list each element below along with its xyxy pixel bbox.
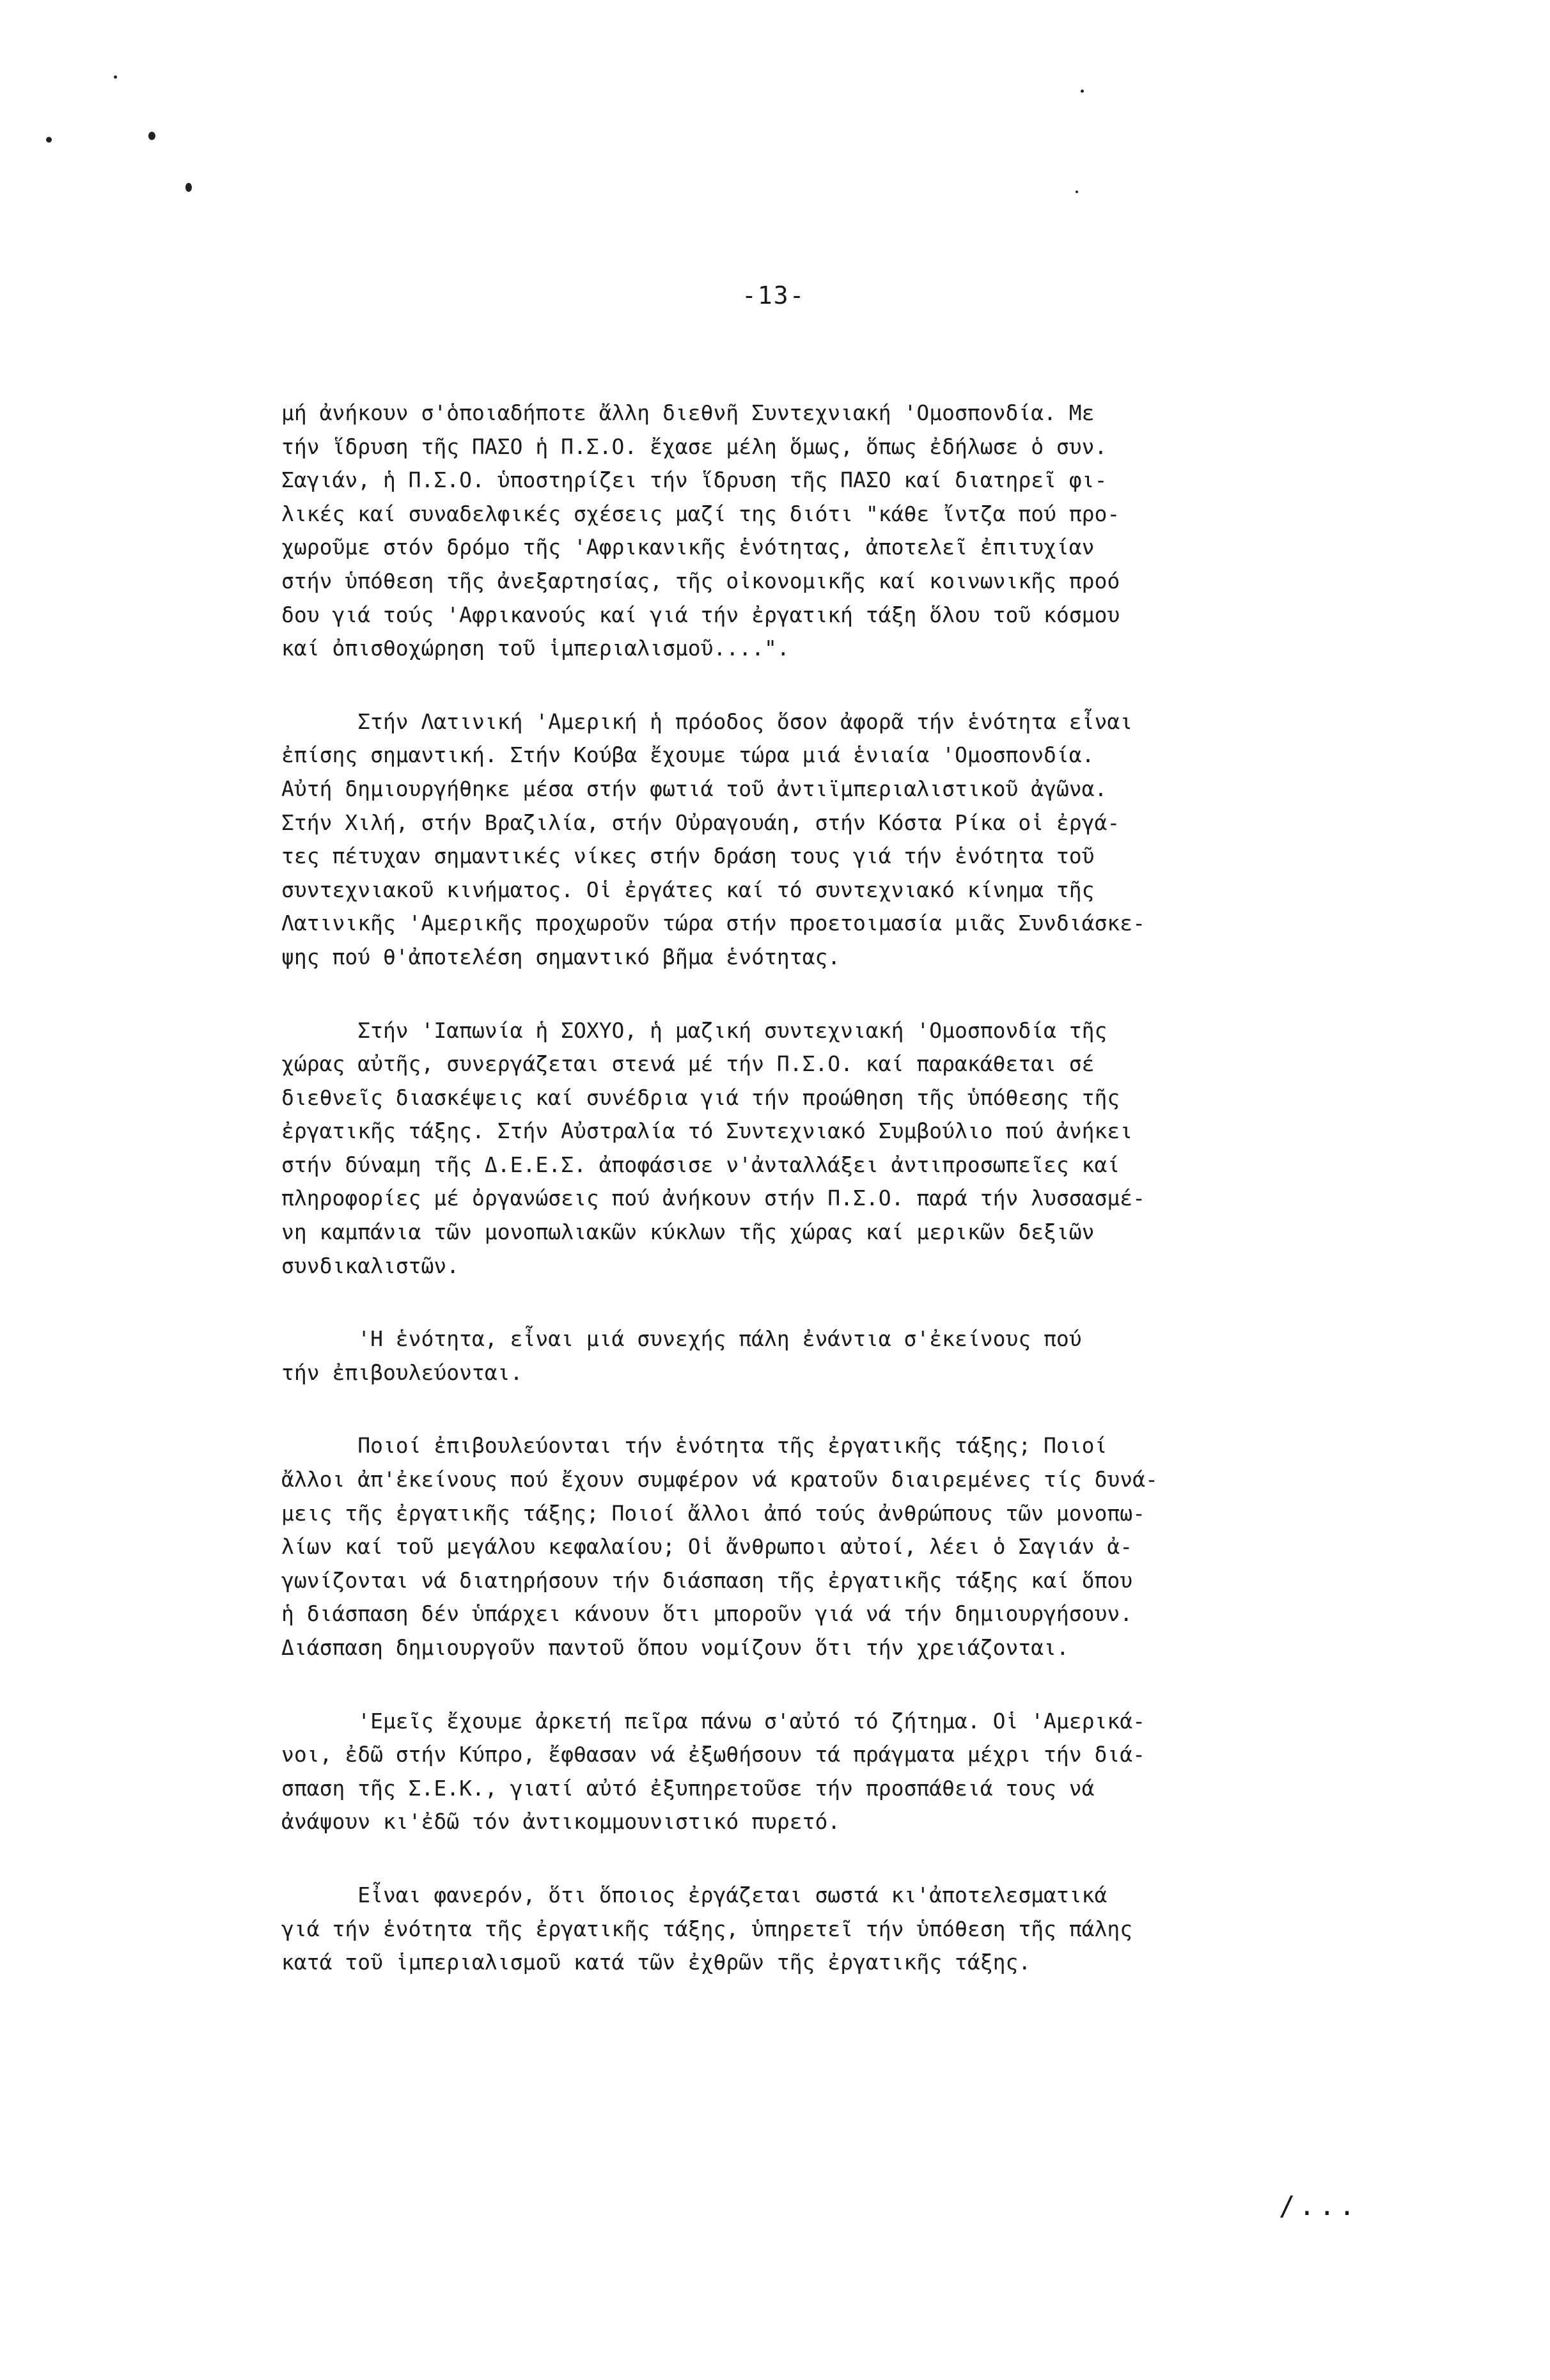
text-line: δου γιά τούς 'Αφρικανούς καί γιά τήν ἐργατική τάξη ὅλου τοῦ κόσμου xyxy=(281,602,1120,627)
text-line: Στήν Χιλή, στήν Βραζιλία, στήν Οὐραγουάη, στήν Κόστα Ρίκα οἱ ἐργά- xyxy=(281,810,1120,835)
paragraph-3 xyxy=(281,1014,1426,1283)
text-line: πληροφορίες μέ ὀργανώσεις πού ἀνήκουν στήν Π.Σ.Ο. παρά τήν λυσσασμέ- xyxy=(281,1186,1146,1211)
text-line: Διάσπαση δημιουργοῦν παντοῦ ὅπου νομίζουν ὅτι τήν χρειάζονται. xyxy=(281,1635,1069,1660)
text-line: 'Εμεῖς ἔχουμε ἀρκετή πεῖρα πάνω σ'αὐτό τό ζήτημα. Οἱ 'Αμερικά- xyxy=(281,1708,1146,1734)
text-line: χωροῦμε στόν δρόμο τῆς 'Αφρικανικῆς ἑνότητας, ἀποτελεῖ ἐπιτυχίαν xyxy=(281,535,1095,560)
text-line: μεις τῆς ἐργατικῆς τάξης; Ποιοί ἄλλοι ἀπό τούς ἀνθρώπους τῶν μονοπω- xyxy=(281,1500,1146,1526)
text-line: γωνίζονται νά διατηρήσουν τήν διάσπαση τῆς ἐργατικῆς τάξης καί ὅπου xyxy=(281,1567,1133,1593)
body-text xyxy=(281,396,1426,1980)
text-line: ψης πού θ'ἀποτελέση σημαντικό βῆμα ἑνότητας. xyxy=(281,944,841,969)
text-line: κατά τοῦ ἱμπεριαλισμοῦ κατά τῶν ἐχθρῶν τῆς ἐργατικῆς τάξης. xyxy=(281,1950,1031,1975)
text-line: Εἶναι φανερόν, ὅτι ὅποιος ἐργάζεται σωστά κι'ἀποτελεσματικά xyxy=(281,1882,1108,1907)
text-line: ἀνάψουν κι'ἐδῶ τόν ἀντικομμουνιστικό πυρετό. xyxy=(281,1809,841,1835)
scan-speck xyxy=(1076,191,1078,193)
text-line: καί ὀπισθοχώρηση τοῦ ἱμπεριαλισμοῦ....". xyxy=(281,636,790,661)
text-line: νοι, ἐδῶ στήν Κύπρο, ἔφθασαν νά ἐξωθήσουν τά πράγματα μέχρι τήν διά- xyxy=(281,1742,1146,1767)
text-line: τήν ἐπιβουλεύονται. xyxy=(281,1359,523,1385)
paragraph-5 xyxy=(281,1429,1426,1664)
text-line: στήν ὑπόθεση τῆς ἀνεξαρτησίας, τῆς οἰκονομικῆς καί κοινωνικῆς προό xyxy=(281,568,1120,593)
text-line: Στήν Λατινική 'Αμερική ἡ πρόοδος ὅσον ἀφορᾶ τήν ἑνότητα εἶναι xyxy=(281,709,1133,734)
text-line: συντεχνιακοῦ κινήματος. Οἱ ἐργάτες καί τό συντεχνιακό κίνημα τῆς xyxy=(281,877,1095,902)
text-line: γιά τήν ἑνότητα τῆς ἐργατικῆς τάξης, ὑπηρετεῖ τήν ὑπόθεση τῆς πάλης xyxy=(281,1916,1133,1941)
scan-speck xyxy=(114,75,117,79)
text-line: ἐργατικῆς τάξης. Στήν Αὐστραλία τό Συντεχνιακό Συμβούλιο πού ἀνήκει xyxy=(281,1118,1133,1144)
text-line: μή ἀνήκουν σ'ὁποιαδήποτε ἄλλη διεθνῆ Συντεχνιακή 'Ομοσπονδία. Με xyxy=(281,400,1095,425)
continuation-mark: /... xyxy=(1279,2190,1359,2221)
paragraph-4 xyxy=(281,1322,1426,1390)
text-line: τήν ἵδρυση τῆς ΠΑΣΟ ἡ Π.Σ.Ο. ἔχασε μέλη ὅμως, ὅπως ἐδήλωσε ὁ συν. xyxy=(281,434,1108,459)
scan-speck xyxy=(1081,90,1084,93)
paragraph-7 xyxy=(281,1879,1426,1980)
paragraph-2 xyxy=(281,705,1426,975)
text-line: λικές καί συναδελφικές σχέσεις μαζί της διότι "κάθε ἴντζα πού προ- xyxy=(281,501,1120,526)
text-line: ἄλλοι ἀπ'ἐκείνους πού ἔχουν συμφέρον νά κρατοῦν διαιρεμένες τίς δυνά- xyxy=(281,1467,1158,1492)
text-line: Σαγιάν, ἡ Π.Σ.Ο. ὑποστηρίζει τήν ἵδρυση τῆς ΠΑΣΟ καί διατηρεῖ φι- xyxy=(281,467,1108,493)
scan-speck xyxy=(46,137,52,143)
text-line: στήν δύναμη τῆς Δ.Ε.Ε.Σ. ἀποφάσισε ν'ἀνταλλάξει ἀντιπροσωπεῖες καί xyxy=(281,1152,1120,1177)
text-line: ἐπίσης σημαντική. Στήν Κούβα ἔχουμε τώρα μιά ἑνιαία 'Ομοσπονδία. xyxy=(281,742,1095,768)
text-line: νη καμπάνια τῶν μονοπωλιακῶν κύκλων τῆς χώρας καί μερικῶν δεξιῶν xyxy=(281,1219,1095,1245)
scan-speck xyxy=(148,132,155,140)
text-line: ἡ διάσπαση δέν ὑπάρχει κάνουν ὅτι μποροῦν γιά νά τήν δημιουργήσουν. xyxy=(281,1601,1133,1627)
paragraph-6 xyxy=(281,1705,1426,1839)
text-line: τες πέτυχαν σημαντικές νίκες στήν δράση τους γιά τήν ἑνότητα τοῦ xyxy=(281,843,1095,869)
page-number: -13- xyxy=(742,281,806,309)
text-line: Στήν 'Ιαπωνία ἡ ΣΟΧΥΟ, ἡ μαζική συντεχνιακή 'Ομοσπονδία τῆς xyxy=(281,1017,1108,1043)
text-line: διεθνεῖς διασκέψεις καί συνέδρια γιά τήν προώθηση τῆς ὑπόθεσης τῆς xyxy=(281,1084,1120,1110)
paragraph-1 xyxy=(281,396,1426,666)
text-line: Ποιοί ἐπιβουλεύονται τήν ἑνότητα τῆς ἐργατικῆς τάξης; Ποιοί xyxy=(281,1433,1108,1459)
scan-speck xyxy=(185,183,192,192)
text-line: συνδικαλιστῶν. xyxy=(281,1253,460,1278)
text-line: σπαση τῆς Σ.Ε.Κ., γιατί αὐτό ἐξυπηρετοῦσε τήν προσπάθειά τους νά xyxy=(281,1775,1095,1801)
text-line: Λατινικῆς 'Αμερικῆς προχωροῦν τώρα στήν προετοιμασία μιᾶς Συνδιάσκε- xyxy=(281,911,1146,936)
text-line: 'Η ἑνότητα, εἶναι μιά συνεχής πάλη ἐνάντια σ'ἐκείνους πού xyxy=(281,1326,1082,1352)
text-line: Αὐτή δημιουργήθηκε μέσα στήν φωτιά τοῦ ἀντιϊμπεριαλιστικοῦ ἀγῶνα. xyxy=(281,776,1108,801)
text-line: χώρας αὐτῆς, συνεργάζεται στενά μέ τήν Π.Σ.Ο. καί παρακάθεται σέ xyxy=(281,1051,1095,1077)
text-line: λίων καί τοῦ μεγάλου κεφαλαίου; Οἱ ἄνθρωποι αὐτοί, λέει ὁ Σαγιάν ἀ- xyxy=(281,1534,1133,1560)
